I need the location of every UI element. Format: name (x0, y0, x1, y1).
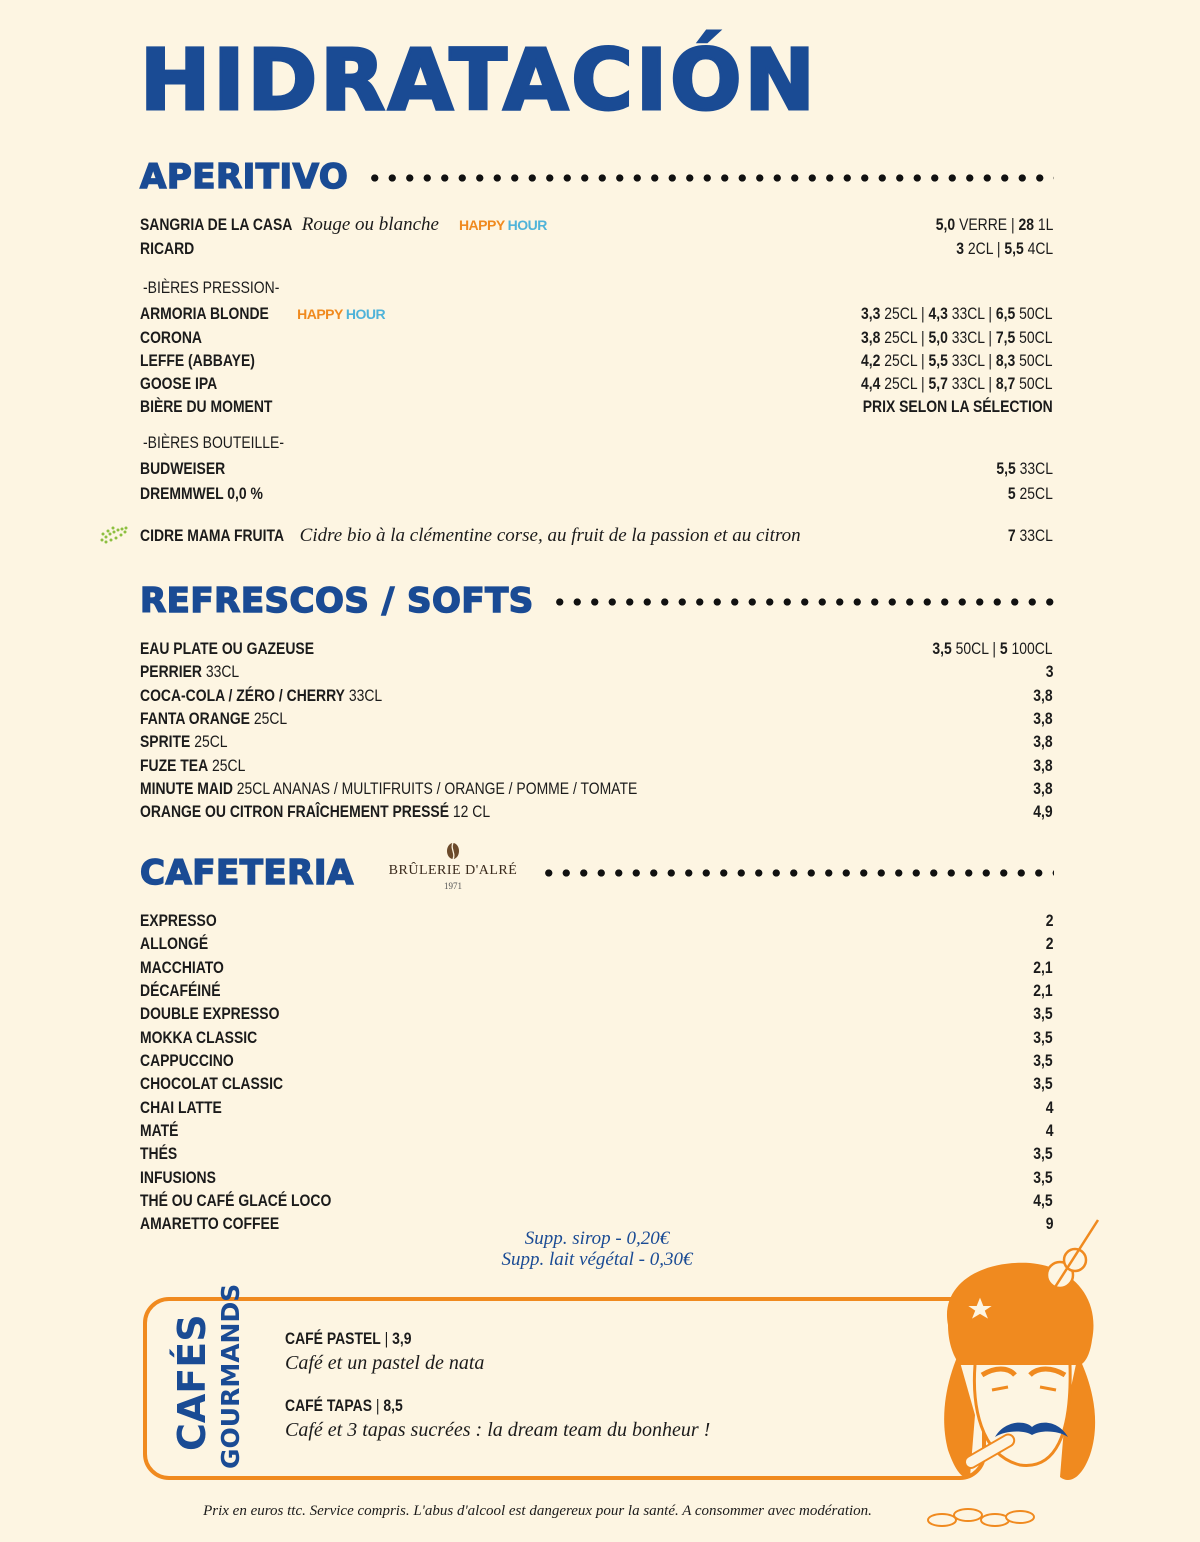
cafe-tapas-title: CAFÉ TAPAS | 8,5 (285, 1396, 403, 1415)
item-name: MACCHIATO (140, 958, 224, 977)
item-price: 9 (1045, 1214, 1053, 1233)
menu-item-ricard (140, 238, 1053, 260)
item-name: LEFFE (ABBAYE) (140, 351, 255, 370)
section-heading-cafeteria: CAFETERIA (140, 853, 354, 893)
menu-item-coffee (140, 1027, 1053, 1049)
item-name: EXPRESSO (140, 911, 217, 930)
item-name: SPRITE 25CL (140, 732, 228, 751)
item-price: 4,2 25CL | 5,5 33CL | 8,3 50CL (861, 351, 1053, 370)
menu-item-coffee (140, 1167, 1053, 1189)
item-description: Cidre bio à la clémentine corse, au fruit de la passion et au citron (299, 525, 801, 546)
item-price: 4,9 (1033, 802, 1053, 821)
item-name: CIDRE MAMA FRUITA (140, 526, 285, 545)
item-name: ARMORIA BLONDE (140, 304, 269, 323)
item-price: 5,5 33CL (996, 459, 1053, 478)
brand-year: 1971 (444, 881, 462, 891)
coffee-bean-icon (446, 842, 460, 860)
menu-item-coffee (140, 1190, 1053, 1212)
menu-item-coffee (140, 1050, 1053, 1072)
item-price: 3 (1045, 662, 1053, 681)
item-price: 2 (1045, 911, 1053, 930)
item-name: BIÈRE DU MOMENT (140, 397, 273, 416)
menu-item-soft (140, 708, 1053, 730)
menu-item-coffee (140, 910, 1053, 932)
item-name: CORONA (140, 328, 202, 347)
section-heading-softs: REFRESCOS / SOFTS (140, 581, 534, 621)
item-name: THÉ OU CAFÉ GLACÉ LOCO (140, 1191, 332, 1210)
dotted-divider (540, 867, 1054, 879)
item-name: INFUSIONS (140, 1168, 216, 1187)
item-name: PERRIER 33CL (140, 662, 240, 681)
item-description: Rouge ou blanche (301, 214, 439, 235)
item-price: 3,5 (1033, 1144, 1053, 1163)
menu-item-soft (140, 731, 1053, 753)
item-price: 3,8 (1033, 686, 1053, 705)
item-name: EAU PLATE OU GAZEUSE (140, 639, 315, 658)
menu-item-eau (140, 638, 1053, 660)
item-name: DREMMWEL 0,0 % (140, 484, 263, 503)
cafes-label: CAFÉS (170, 1314, 214, 1451)
menu-item-soft (140, 801, 1053, 823)
item-price: 2,1 (1033, 958, 1053, 977)
item-name: ALLONGÉ (140, 934, 209, 953)
item-price: 3,5 (1033, 1028, 1053, 1047)
menu-item-beer-moment (140, 396, 1053, 418)
menu-item-cidre (140, 525, 1053, 547)
menu-item-beer (140, 350, 1053, 372)
menu-item-bottle (140, 458, 1053, 480)
menu-item-beer (140, 303, 1053, 325)
menu-item-bottle (140, 483, 1053, 505)
item-price: 3,5 (1033, 1168, 1053, 1187)
item-name: DÉCAFÉINÉ (140, 981, 221, 1000)
section-heading-aperitivo: APERITIVO (140, 157, 349, 197)
menu-item-beer (140, 327, 1053, 349)
menu-item-soft (140, 685, 1053, 707)
item-price: 4 (1045, 1098, 1053, 1117)
dotted-divider (366, 172, 1054, 184)
menu-item-sangria (140, 214, 1053, 236)
supplement-sirop: Supp. sirop - 0,20€ (524, 1228, 670, 1249)
item-name: MOKKA CLASSIC (140, 1028, 258, 1047)
gourmands-label: GOURMANDS (216, 1283, 245, 1469)
menu-item-soft (140, 778, 1053, 800)
item-name: CHAI LATTE (140, 1098, 222, 1117)
organic-leaf-icon (97, 524, 131, 546)
item-price: 3,8 (1033, 756, 1053, 775)
menu-item-coffee (140, 1003, 1053, 1025)
item-price: 3 2CL | 5,5 4CL (956, 239, 1053, 258)
item-price: 4 (1045, 1121, 1053, 1140)
item-name: AMARETTO COFFEE (140, 1214, 280, 1233)
item-name: CHOCOLAT CLASSIC (140, 1074, 284, 1093)
item-price: 3,8 (1033, 709, 1053, 728)
item-name: RICARD (140, 239, 195, 258)
cafe-pastel-desc: Café et un pastel de nata (285, 1352, 485, 1374)
mascot-face-illustration (900, 1215, 1100, 1537)
item-name: CAPPUCCINO (140, 1051, 234, 1070)
cafe-pastel-title: CAFÉ PASTEL | 3,9 (285, 1329, 412, 1348)
item-name: FANTA ORANGE 25CL (140, 709, 288, 728)
menu-item-coffee (140, 933, 1053, 955)
page-title: HIDRATACIÓN (140, 31, 818, 129)
menu-item-coffee (140, 1143, 1053, 1165)
dotted-divider (551, 596, 1054, 608)
item-price: 4,5 (1033, 1191, 1053, 1210)
item-price: 2 (1045, 934, 1053, 953)
footer-disclaimer: Prix en euros ttc. Service compris. L'abus d'alcool est dangereux pour la santé. A consommer avec modération. (203, 1503, 872, 1519)
menu-item-coffee (140, 957, 1053, 979)
item-price: 3,5 50CL | 5 100CL (932, 639, 1053, 658)
item-name: ORANGE OU CITRON FRAÎCHEMENT PRESSÉ 12 CL (140, 802, 491, 821)
item-name: MATÉ (140, 1121, 179, 1140)
item-price: 3,8 (1033, 732, 1053, 751)
item-name: GOOSE IPA (140, 374, 218, 393)
menu-item-coffee (140, 1120, 1053, 1142)
item-price: PRIX SELON LA SÉLECTION (862, 397, 1053, 416)
item-name: THÉS (140, 1144, 178, 1163)
menu-item-soft (140, 661, 1053, 683)
happy-hour-badge: HAPPY HOUR (458, 217, 547, 233)
brulerie-logo (384, 842, 522, 891)
item-price: 3,3 25CL | 4,3 33CL | 6,5 50CL (861, 304, 1053, 323)
menu-item-coffee (140, 1097, 1053, 1119)
happy-hour-badge: HAPPY HOUR (297, 306, 386, 322)
cafes-gourmands-box (143, 1297, 986, 1480)
item-name: MINUTE MAID 25CL ANANAS / MULTIFRUITS / ORANGE / POMME / TOMATE (140, 779, 638, 798)
item-name: BUDWEISER (140, 459, 226, 478)
item-price: 3,8 (1033, 779, 1053, 798)
item-price: 5,0 VERRE | 28 1L (935, 215, 1053, 234)
menu-item-coffee (140, 980, 1053, 1002)
item-name: SANGRIA DE LA CASA (140, 215, 293, 234)
menu-item-beer (140, 373, 1053, 395)
menu-item-soft (140, 755, 1053, 777)
item-price: 7 33CL (1008, 526, 1053, 545)
item-name: COCA-COLA / ZÉRO / CHERRY 33CL (140, 686, 383, 705)
subheading-bieres-pression: -BIÈRES PRESSION- (143, 278, 280, 297)
item-price: 5 25CL (1008, 484, 1053, 503)
item-price: 3,5 (1033, 1004, 1053, 1023)
supplement-lait: Supp. lait végétal - 0,30€ (501, 1249, 693, 1270)
cafe-tapas-desc: Café et 3 tapas sucrées : la dream team du bonheur ! (285, 1419, 711, 1441)
item-price: 4,4 25CL | 5,7 33CL | 8,7 50CL (861, 374, 1053, 393)
item-price: 3,8 25CL | 5,0 33CL | 7,5 50CL (861, 328, 1053, 347)
menu-item-coffee (140, 1073, 1053, 1095)
brand-name: BRÛLERIE D'ALRÉ (388, 863, 518, 878)
item-price: 2,1 (1033, 981, 1053, 1000)
subheading-bieres-bouteille: -BIÈRES BOUTEILLE- (143, 433, 284, 452)
item-name: DOUBLE EXPRESSO (140, 1004, 280, 1023)
item-price: 3,5 (1033, 1074, 1053, 1093)
item-price: 3,5 (1033, 1051, 1053, 1070)
item-name: FUZE TEA 25CL (140, 756, 246, 775)
